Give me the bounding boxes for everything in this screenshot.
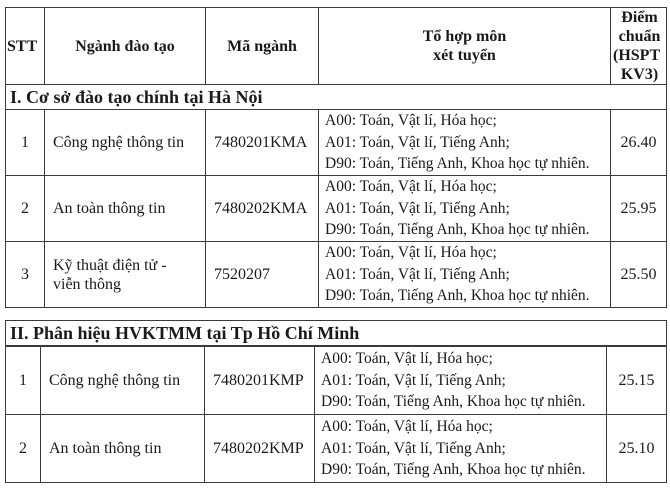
combo-line: A00: Toán, Vật lí, Hóa học; [325,178,497,196]
header-row [6,8,667,85]
combo-line: A00: Toán, Vật lí, Hóa học; [325,112,497,130]
combo-line: D90: Toán, Tiếng Anh, Khoa học tự nhiên. [321,461,586,479]
row-stt: 1 [6,346,41,415]
row-score: 25.50 [611,242,667,308]
header-score-line1: Điểm [621,9,658,26]
combo-line: A01: Toán, Vật lí, Tiếng Anh; [325,199,510,217]
row-major [45,242,206,308]
header-score [611,8,667,85]
admission-scores-table-hanoi [5,7,667,308]
combo-line: A01: Toán, Vật lí, Tiếng Anh; [325,265,510,283]
row-stt: 3 [6,242,45,308]
row-score: 25.15 [607,346,667,415]
row-stt: 1 [6,110,45,176]
row-combos [315,346,607,415]
combo-line: D90: Toán, Tiếng Anh, Khoa học tự nhiên. [325,155,590,173]
combo-line: D90: Toán, Tiếng Anh, Khoa học tự nhiên. [325,287,590,305]
combo-line: D90: Toán, Tiếng Anh, Khoa học tự nhiên. [321,393,586,411]
row-code: 7520207 [206,242,319,308]
header-combo [319,8,611,85]
header-combo-line2: xét tuyển [433,47,496,64]
row-stt: 2 [6,176,45,242]
admission-scores-table-hcmc [5,320,667,483]
section-row [6,85,667,110]
row-combos [319,176,611,242]
combo-line: A00: Toán, Vật lí, Hóa học; [321,350,493,368]
header-stt: STT [6,8,45,85]
row-code: 7480201KMA [206,110,319,176]
row-score: 26.40 [611,110,667,176]
row-major-line2: viễn thông [53,275,121,293]
row-code: 7480201KMP [205,346,315,415]
header-combo-line1: Tổ hợp môn [422,28,507,45]
row-stt: 2 [6,415,41,483]
row-code: 7480202KMP [205,415,315,483]
table-row [6,415,667,483]
table-row [6,110,667,176]
combo-line: D90: Toán, Tiếng Anh, Khoa học tự nhiên. [325,221,590,239]
row-combos [319,242,611,308]
row-major: Công nghệ thông tin [41,346,205,415]
combo-line: A00: Toán, Vật lí, Hóa học; [325,244,497,262]
row-major-line1: Kỹ thuật điện tử - [53,256,167,274]
table-row [6,346,667,415]
row-major: An toàn thông tin [45,176,206,242]
header-code: Mã ngành [206,8,319,85]
row-combos [319,110,611,176]
table-row [6,176,667,242]
row-score: 25.10 [607,415,667,483]
section-title-hanoi: I. Cơ sở đào tạo chính tại Hà Nội [6,85,667,110]
combo-line: A00: Toán, Vật lí, Hóa học; [321,418,493,436]
combo-line: A01: Toán, Vật lí, Tiếng Anh; [321,439,506,457]
table-row [6,242,667,308]
header-score-line4: KV3) [620,66,659,83]
row-combos [315,415,607,483]
row-code: 7480202KMA [206,176,319,242]
row-major: An toàn thông tin [41,415,205,483]
header-major: Ngành đào tạo [45,8,206,85]
row-score: 25.95 [611,176,667,242]
header-score-line2: chuẩn [618,28,661,45]
header-score-line3: (HSPT [613,47,661,64]
section-title-hcmc: II. Phân hiệu HVKTMM tại Tp Hồ Chí Minh [6,321,667,347]
section-row [6,321,667,347]
combo-line: A01: Toán, Vật lí, Tiếng Anh; [325,133,510,151]
row-major: Công nghệ thông tin [45,110,206,176]
combo-line: A01: Toán, Vật lí, Tiếng Anh; [321,371,506,389]
